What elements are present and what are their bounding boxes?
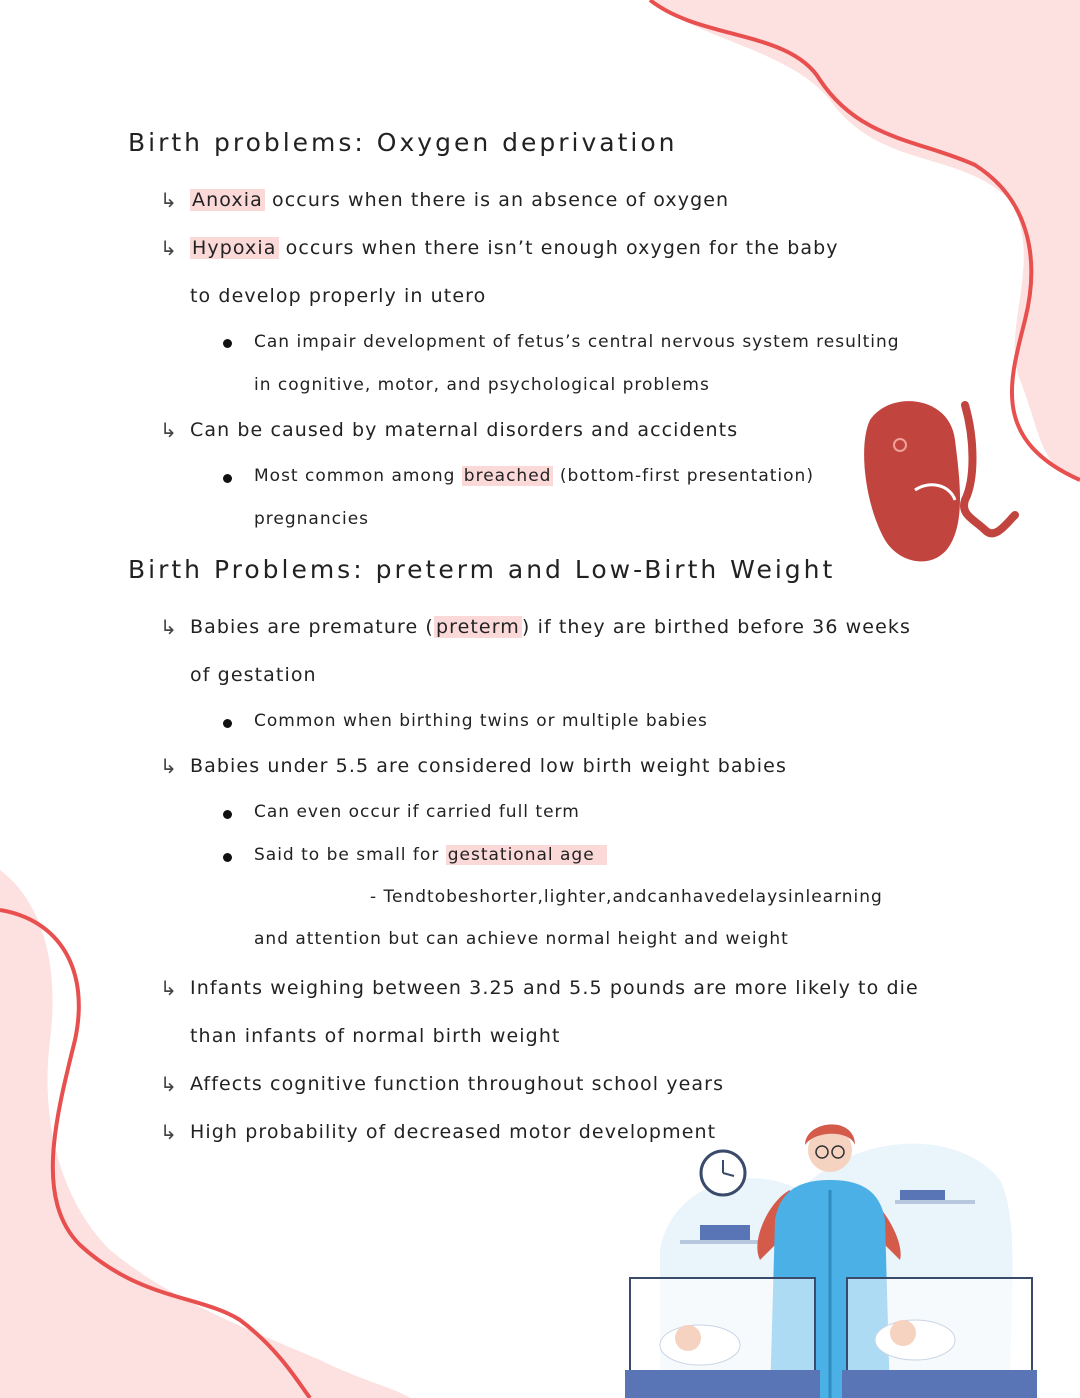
anoxia-term: Anoxia <box>192 189 263 211</box>
bullet-icon <box>223 474 232 483</box>
premature-line: Babies are premature ( preterm ) if they are birthed before 36 weeks <box>190 616 911 638</box>
hypoxia-line: Hypoxia occurs when there isn’t enough oxygen for the baby <box>192 237 839 259</box>
hypoxia-term: Hypoxia <box>192 237 277 259</box>
bullet-icon <box>223 339 232 348</box>
breached-line: Most common among breached (bottom-first presentation) <box>254 466 814 486</box>
impair-line-1: Can impair development of fetus’s central nervous system resulting <box>254 332 900 352</box>
full-term-line: Can even occur if carried full term <box>254 802 580 822</box>
small-line: Said to be small for gestational age <box>254 845 607 865</box>
shorter-line: - Tendtobeshorter,lighter,andcanhavedelaysinlearning <box>370 887 883 907</box>
arrow-icon: ↳ <box>160 188 177 212</box>
hypoxia-continuation: to develop properly in utero <box>190 285 487 307</box>
weighing-line-1: Infants weighing between 3.25 and 5.5 pounds are more likely to die <box>190 977 919 999</box>
breached-continuation: pregnancies <box>254 509 370 529</box>
motor-line: High probability of decreased motor development <box>190 1121 717 1143</box>
anoxia-line: Anoxia occurs when there is an absence of oxygen <box>192 189 730 211</box>
arrow-icon: ↳ <box>160 615 177 639</box>
under-line: Babies under 5.5 are considered low birth weight babies <box>190 755 787 777</box>
impair-line-2: in cognitive, motor, and psychological problems <box>254 375 710 395</box>
arrow-icon: ↳ <box>160 1072 177 1096</box>
weighing-line-2: than infants of normal birth weight <box>190 1025 561 1047</box>
premature-continuation: of gestation <box>190 664 317 686</box>
bullet-icon <box>223 719 232 728</box>
section-title-oxygen: Birth problems: Oxygen deprivation <box>128 128 678 157</box>
gestational-age-term: gestational age <box>446 845 607 865</box>
caused-by-line: Can be caused by maternal disorders and accidents <box>190 419 739 441</box>
nurse-illustration <box>625 1124 1037 1398</box>
breached-term: breached <box>463 466 552 486</box>
section-title-preterm: Birth Problems: preterm and Low-Birth Weight <box>128 555 836 584</box>
arrow-icon: ↳ <box>160 236 177 260</box>
arrow-icon: ↳ <box>160 1120 177 1144</box>
arrow-icon: ↳ <box>160 418 177 442</box>
preterm-term: preterm <box>435 616 520 638</box>
cognitive-line: Affects cognitive function throughout school years <box>190 1073 725 1095</box>
arrow-icon: ↳ <box>160 754 177 778</box>
twins-line: Common when birthing twins or multiple babies <box>254 711 708 731</box>
bullet-icon <box>223 810 232 819</box>
attention-line: and attention but can achieve normal height and weight <box>254 929 789 949</box>
bullet-icon <box>223 853 232 862</box>
arrow-icon: ↳ <box>160 976 177 1000</box>
fetus-illustration <box>864 401 1015 561</box>
